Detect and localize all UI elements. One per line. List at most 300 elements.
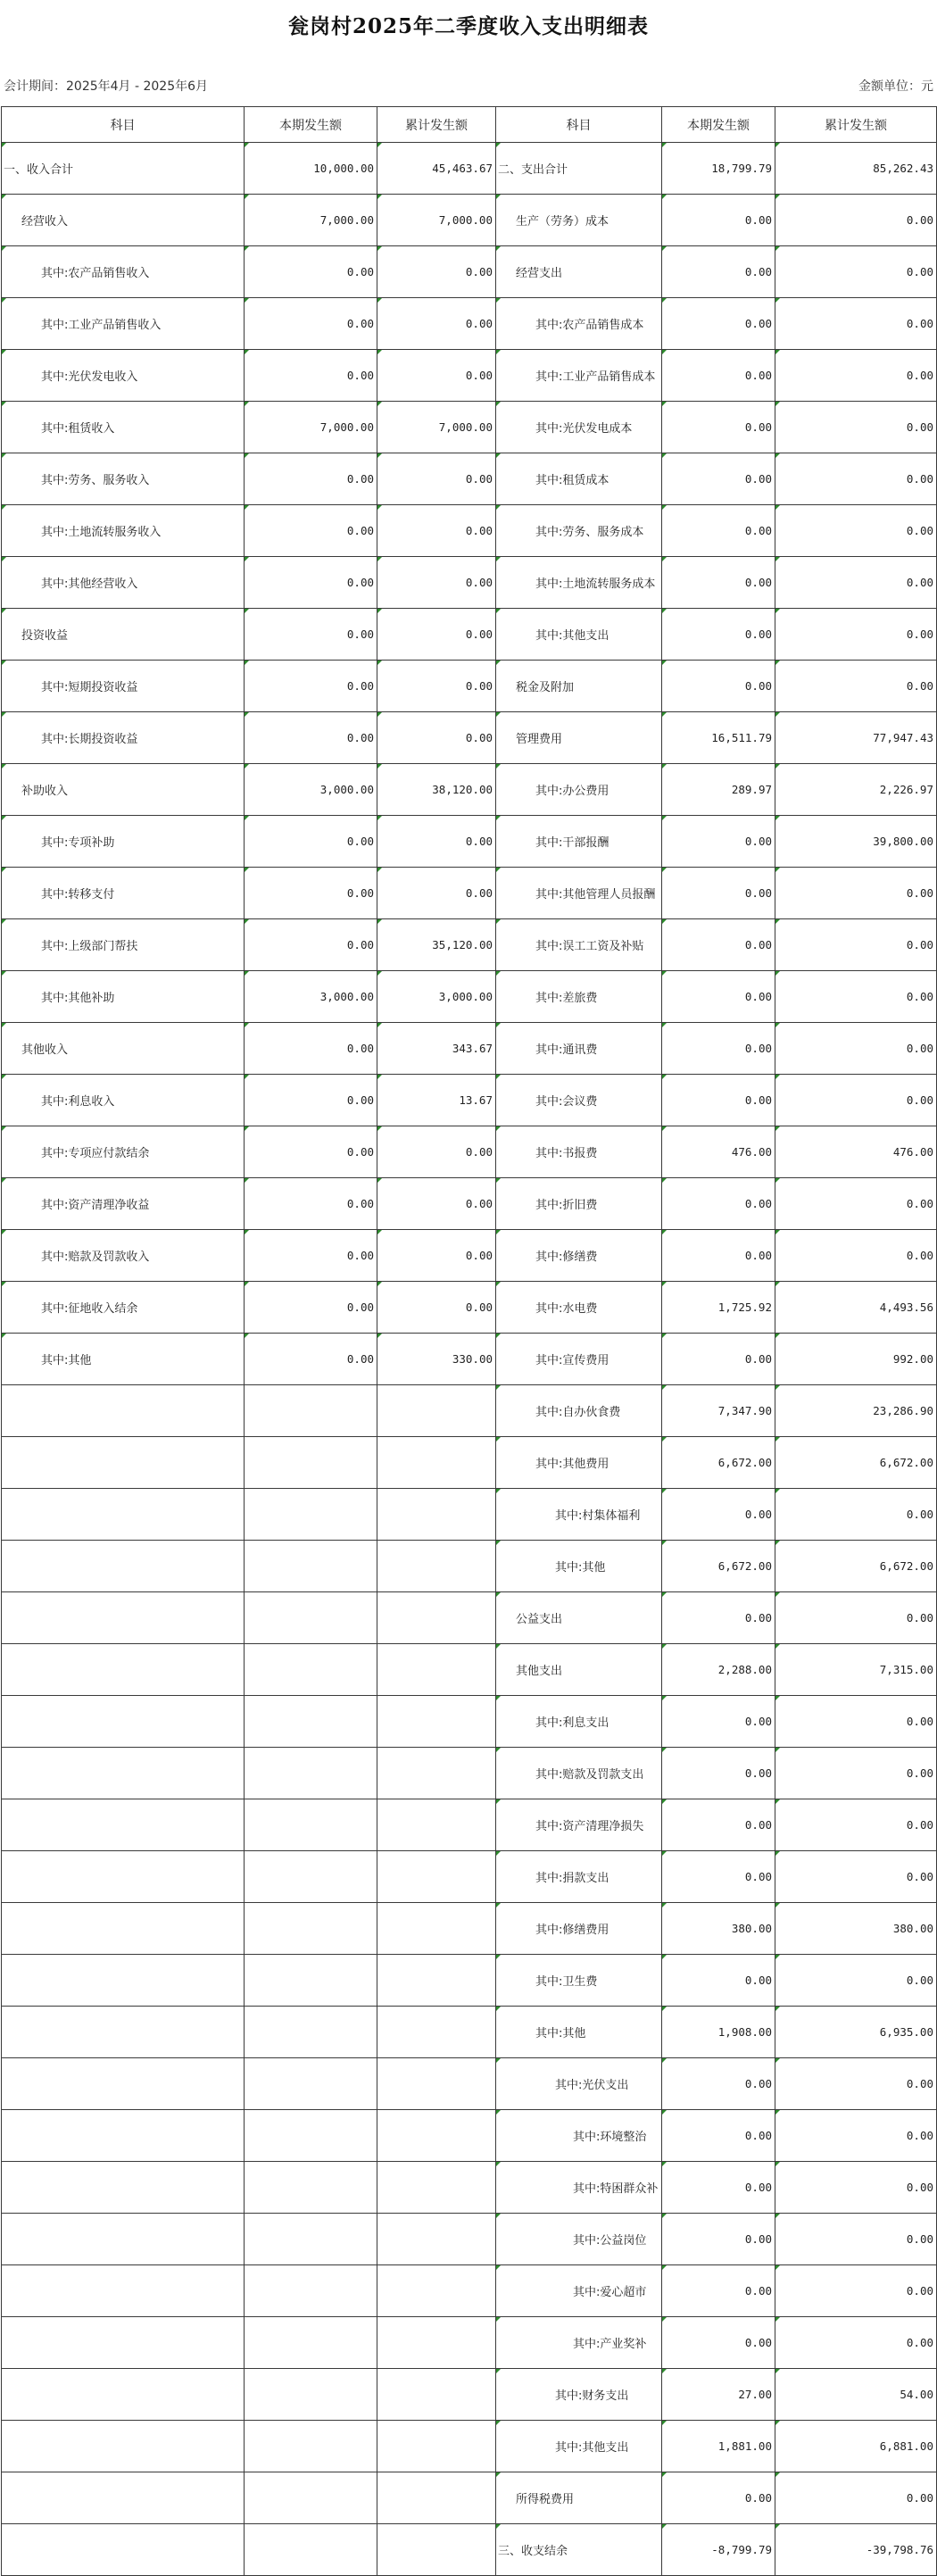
- income-cumulative-cell: [377, 1385, 496, 1437]
- expense-cumulative-cell: 6,935.00: [775, 2007, 937, 2058]
- income-current-cell: 0.00: [245, 298, 377, 350]
- expense-subject-cell: 其中:宣传费用: [496, 1334, 662, 1385]
- income-cumulative-cell: 0.00: [377, 453, 496, 505]
- income-cumulative-cell: 330.00: [377, 1334, 496, 1385]
- income-current-cell: [245, 2162, 377, 2214]
- expense-current-cell: 16,511.79: [662, 712, 775, 764]
- income-subject-cell: [2, 1644, 245, 1696]
- expense-subject-cell: 其中:差旅费: [496, 971, 662, 1023]
- table-row: [2, 609, 937, 661]
- table-row: [2, 246, 937, 298]
- income-current-cell: [245, 1592, 377, 1644]
- table-row: [2, 1903, 937, 1955]
- expense-current-cell: 380.00: [662, 1903, 775, 1955]
- table-row: [2, 1075, 937, 1126]
- table-row: [2, 1437, 937, 1489]
- income-cumulative-cell: 38,120.00: [377, 764, 496, 816]
- income-cumulative-cell: [377, 1696, 496, 1748]
- expense-subject-cell: 其中:其他支出: [496, 2421, 662, 2472]
- expense-current-cell: 0.00: [662, 1023, 775, 1075]
- income-cumulative-cell: 13.67: [377, 1075, 496, 1126]
- income-current-cell: 0.00: [245, 350, 377, 402]
- income-subject-cell: 其他收入: [2, 1023, 245, 1075]
- table-body: [2, 143, 937, 2576]
- expense-cumulative-cell: 0.00: [775, 609, 937, 661]
- expense-subject-cell: 其中:环境整治: [496, 2110, 662, 2162]
- table-row: [2, 557, 937, 609]
- expense-cumulative-cell: 0.00: [775, 1075, 937, 1126]
- income-cumulative-cell: 7,000.00: [377, 195, 496, 246]
- income-current-cell: [245, 1799, 377, 1851]
- income-current-cell: 3,000.00: [245, 971, 377, 1023]
- expense-current-cell: 476.00: [662, 1126, 775, 1178]
- income-current-cell: 0.00: [245, 816, 377, 868]
- expense-cumulative-cell: 0.00: [775, 1023, 937, 1075]
- expense-current-cell: 289.97: [662, 764, 775, 816]
- income-cumulative-cell: 45,463.67: [377, 143, 496, 195]
- header-income-current: 本期发生额: [245, 107, 377, 143]
- income-cumulative-cell: [377, 1748, 496, 1799]
- table-row: [2, 1851, 937, 1903]
- expense-cumulative-cell: 0.00: [775, 1955, 937, 2007]
- income-current-cell: [245, 2214, 377, 2265]
- expense-subject-cell: 其中:赔款及罚款支出: [496, 1748, 662, 1799]
- income-subject-cell: [2, 1955, 245, 2007]
- expense-subject-cell: 二、支出合计: [496, 143, 662, 195]
- income-cumulative-cell: [377, 1851, 496, 1903]
- income-cumulative-cell: [377, 2265, 496, 2317]
- table-row: [2, 453, 937, 505]
- income-current-cell: [245, 1541, 377, 1592]
- expense-subject-cell: 其中:卫生费: [496, 1955, 662, 2007]
- expense-subject-cell: 三、收支结余: [496, 2524, 662, 2576]
- income-current-cell: 3,000.00: [245, 764, 377, 816]
- expense-subject-cell: 其中:光伏支出: [496, 2058, 662, 2110]
- income-current-cell: 0.00: [245, 1075, 377, 1126]
- income-cumulative-cell: [377, 1592, 496, 1644]
- income-current-cell: [245, 1955, 377, 2007]
- income-subject-cell: 其中:上级部门帮扶: [2, 919, 245, 971]
- income-cumulative-cell: 7,000.00: [377, 402, 496, 453]
- expense-subject-cell: 其中:租赁成本: [496, 453, 662, 505]
- income-current-cell: [245, 1748, 377, 1799]
- income-subject-cell: [2, 1799, 245, 1851]
- expense-cumulative-cell: 0.00: [775, 868, 937, 919]
- expense-cumulative-cell: 6,881.00: [775, 2421, 937, 2472]
- table-row: [2, 816, 937, 868]
- expense-cumulative-cell: 0.00: [775, 1178, 937, 1230]
- expense-subject-cell: 其中:特困群众补: [496, 2162, 662, 2214]
- expense-current-cell: 7,347.90: [662, 1385, 775, 1437]
- income-cumulative-cell: 0.00: [377, 298, 496, 350]
- expense-cumulative-cell: 2,226.97: [775, 764, 937, 816]
- expense-current-cell: 0.00: [662, 609, 775, 661]
- income-subject-cell: 补助收入: [2, 764, 245, 816]
- expense-subject-cell: 其中:自办伙食费: [496, 1385, 662, 1437]
- income-subject-cell: [2, 2369, 245, 2421]
- expense-current-cell: 0.00: [662, 1592, 775, 1644]
- expense-current-cell: 0.00: [662, 2265, 775, 2317]
- expense-subject-cell: 其中:土地流转服务成本: [496, 557, 662, 609]
- expense-cumulative-cell: 992.00: [775, 1334, 937, 1385]
- expense-cumulative-cell: 0.00: [775, 1748, 937, 1799]
- expense-subject-cell: 其中:其他支出: [496, 609, 662, 661]
- table-row: [2, 143, 937, 195]
- income-current-cell: [245, 1385, 377, 1437]
- expense-current-cell: 18,799.79: [662, 143, 775, 195]
- income-subject-cell: [2, 2421, 245, 2472]
- expense-cumulative-cell: 6,672.00: [775, 1541, 937, 1592]
- income-current-cell: [245, 1437, 377, 1489]
- income-cumulative-cell: 0.00: [377, 661, 496, 712]
- income-subject-cell: 其中:转移支付: [2, 868, 245, 919]
- income-current-cell: [245, 2472, 377, 2524]
- table-row: [2, 350, 937, 402]
- income-current-cell: 0.00: [245, 1023, 377, 1075]
- expense-current-cell: 6,672.00: [662, 1437, 775, 1489]
- income-cumulative-cell: [377, 1541, 496, 1592]
- expense-subject-cell: 所得税费用: [496, 2472, 662, 2524]
- table-row: [2, 2317, 937, 2369]
- expense-current-cell: 1,881.00: [662, 2421, 775, 2472]
- income-current-cell: [245, 1489, 377, 1541]
- table-row: [2, 1023, 937, 1075]
- income-cumulative-cell: [377, 2317, 496, 2369]
- table-row: [2, 1541, 937, 1592]
- table-row: [2, 1748, 937, 1799]
- income-cumulative-cell: [377, 2214, 496, 2265]
- income-cumulative-cell: [377, 2369, 496, 2421]
- expense-current-cell: 0.00: [662, 2162, 775, 2214]
- expense-subject-cell: 其中:利息支出: [496, 1696, 662, 1748]
- expense-subject-cell: 其中:干部报酬: [496, 816, 662, 868]
- income-subject-cell: [2, 1748, 245, 1799]
- expense-cumulative-cell: 0.00: [775, 505, 937, 557]
- table-row: [2, 1385, 937, 1437]
- income-subject-cell: 其中:短期投资收益: [2, 661, 245, 712]
- expense-subject-cell: 其中:其他费用: [496, 1437, 662, 1489]
- expense-cumulative-cell: 380.00: [775, 1903, 937, 1955]
- income-cumulative-cell: [377, 1955, 496, 2007]
- income-cumulative-cell: 0.00: [377, 1230, 496, 1282]
- expense-subject-cell: 其中:其他: [496, 1541, 662, 1592]
- income-current-cell: [245, 2058, 377, 2110]
- expense-current-cell: 0.00: [662, 1075, 775, 1126]
- income-cumulative-cell: [377, 2110, 496, 2162]
- expense-subject-cell: 其中:资产清理净损失: [496, 1799, 662, 1851]
- expense-current-cell: -8,799.79: [662, 2524, 775, 2576]
- expense-subject-cell: 其中:通讯费: [496, 1023, 662, 1075]
- income-current-cell: 10,000.00: [245, 143, 377, 195]
- income-current-cell: [245, 2369, 377, 2421]
- expense-cumulative-cell: 0.00: [775, 557, 937, 609]
- expense-subject-cell: 经营支出: [496, 246, 662, 298]
- expense-subject-cell: 其中:其他管理人员报酬: [496, 868, 662, 919]
- expense-current-cell: 0.00: [662, 195, 775, 246]
- table-row: [2, 505, 937, 557]
- expense-current-cell: 0.00: [662, 661, 775, 712]
- income-subject-cell: [2, 2317, 245, 2369]
- table-row: [2, 1230, 937, 1282]
- expense-cumulative-cell: 0.00: [775, 1489, 937, 1541]
- table-row: [2, 2265, 937, 2317]
- expense-cumulative-cell: 476.00: [775, 1126, 937, 1178]
- income-current-cell: 7,000.00: [245, 195, 377, 246]
- income-subject-cell: 其中:征地收入结余: [2, 1282, 245, 1334]
- expense-cumulative-cell: 4,493.56: [775, 1282, 937, 1334]
- income-cumulative-cell: [377, 1644, 496, 1696]
- income-cumulative-cell: [377, 2421, 496, 2472]
- income-current-cell: [245, 2524, 377, 2576]
- table-row: [2, 1592, 937, 1644]
- expense-cumulative-cell: 0.00: [775, 2265, 937, 2317]
- income-cumulative-cell: [377, 2524, 496, 2576]
- table-row: [2, 2524, 937, 2576]
- expense-cumulative-cell: 0.00: [775, 2058, 937, 2110]
- income-cumulative-cell: [377, 1903, 496, 1955]
- expense-cumulative-cell: 7,315.00: [775, 1644, 937, 1696]
- report-title: 瓮岗村2025年二季度收入支出明细表: [287, 14, 649, 38]
- expense-subject-cell: 其中:水电费: [496, 1282, 662, 1334]
- expense-current-cell: 0.00: [662, 1489, 775, 1541]
- expense-cumulative-cell: 0.00: [775, 298, 937, 350]
- expense-cumulative-cell: -39,798.76: [775, 2524, 937, 2576]
- expense-subject-cell: 其中:修缮费: [496, 1230, 662, 1282]
- income-current-cell: [245, 2265, 377, 2317]
- expense-subject-cell: 其中:修缮费用: [496, 1903, 662, 1955]
- table-row: [2, 971, 937, 1023]
- expense-subject-cell: 其中:农产品销售成本: [496, 298, 662, 350]
- income-subject-cell: 其中:专项补助: [2, 816, 245, 868]
- table-row: [2, 2421, 937, 2472]
- income-current-cell: 0.00: [245, 557, 377, 609]
- income-cumulative-cell: 0.00: [377, 609, 496, 661]
- income-current-cell: 0.00: [245, 453, 377, 505]
- income-subject-cell: 其中:农产品销售收入: [2, 246, 245, 298]
- table-row: [2, 1126, 937, 1178]
- expense-current-cell: 27.00: [662, 2369, 775, 2421]
- table-row: [2, 868, 937, 919]
- table-row: [2, 712, 937, 764]
- income-subject-cell: 一、收入合计: [2, 143, 245, 195]
- currency-unit: 金额单位：元: [858, 79, 933, 94]
- income-subject-cell: 其中:工业产品销售收入: [2, 298, 245, 350]
- income-cumulative-cell: 35,120.00: [377, 919, 496, 971]
- table-row: [2, 1282, 937, 1334]
- expense-current-cell: 0.00: [662, 2214, 775, 2265]
- income-current-cell: [245, 1903, 377, 1955]
- expense-subject-cell: 其中:光伏发电成本: [496, 402, 662, 453]
- income-current-cell: 0.00: [245, 246, 377, 298]
- income-subject-cell: [2, 2058, 245, 2110]
- income-subject-cell: [2, 2007, 245, 2058]
- income-current-cell: 0.00: [245, 505, 377, 557]
- expense-cumulative-cell: 39,800.00: [775, 816, 937, 868]
- table-row: [2, 661, 937, 712]
- income-subject-cell: 其中:赔款及罚款收入: [2, 1230, 245, 1282]
- income-subject-cell: [2, 1385, 245, 1437]
- income-subject-cell: 其中:其他补助: [2, 971, 245, 1023]
- expense-subject-cell: 其中:会议费: [496, 1075, 662, 1126]
- expense-current-cell: 0.00: [662, 2110, 775, 2162]
- expense-current-cell: 0.00: [662, 402, 775, 453]
- expense-cumulative-cell: 0.00: [775, 1696, 937, 1748]
- expense-current-cell: 0.00: [662, 1696, 775, 1748]
- income-subject-cell: [2, 2472, 245, 2524]
- income-subject-cell: 其中:其他: [2, 1334, 245, 1385]
- expense-cumulative-cell: 0.00: [775, 195, 937, 246]
- expense-cumulative-cell: 0.00: [775, 919, 937, 971]
- expense-cumulative-cell: 85,262.43: [775, 143, 937, 195]
- expense-subject-cell: 其中:工业产品销售成本: [496, 350, 662, 402]
- income-cumulative-cell: 0.00: [377, 350, 496, 402]
- expense-cumulative-cell: 77,947.43: [775, 712, 937, 764]
- income-subject-cell: [2, 1489, 245, 1541]
- table-row: [2, 1489, 937, 1541]
- table-row: [2, 1644, 937, 1696]
- income-cumulative-cell: 343.67: [377, 1023, 496, 1075]
- table-row: [2, 298, 937, 350]
- income-current-cell: [245, 1644, 377, 1696]
- table-row: [2, 2007, 937, 2058]
- income-cumulative-cell: [377, 2162, 496, 2214]
- expense-current-cell: 0.00: [662, 2472, 775, 2524]
- income-current-cell: 0.00: [245, 1282, 377, 1334]
- income-cumulative-cell: 0.00: [377, 505, 496, 557]
- income-current-cell: 7,000.00: [245, 402, 377, 453]
- expense-subject-cell: 公益支出: [496, 1592, 662, 1644]
- expense-current-cell: 0.00: [662, 453, 775, 505]
- expense-cumulative-cell: 0.00: [775, 246, 937, 298]
- expense-cumulative-cell: 0.00: [775, 1592, 937, 1644]
- income-subject-cell: [2, 2214, 245, 2265]
- income-subject-cell: 其中:光伏发电收入: [2, 350, 245, 402]
- income-cumulative-cell: 0.00: [377, 712, 496, 764]
- income-cumulative-cell: [377, 1489, 496, 1541]
- expense-subject-cell: 生产（劳务）成本: [496, 195, 662, 246]
- table-row: [2, 2214, 937, 2265]
- income-subject-cell: [2, 2162, 245, 2214]
- income-subject-cell: 其中:租赁收入: [2, 402, 245, 453]
- expense-subject-cell: 其中:产业奖补: [496, 2317, 662, 2369]
- expense-cumulative-cell: 0.00: [775, 1230, 937, 1282]
- income-current-cell: 0.00: [245, 919, 377, 971]
- income-cumulative-cell: [377, 1799, 496, 1851]
- expense-current-cell: 1,908.00: [662, 2007, 775, 2058]
- expense-cumulative-cell: 0.00: [775, 402, 937, 453]
- table-row: [2, 2369, 937, 2421]
- income-subject-cell: 其中:土地流转服务收入: [2, 505, 245, 557]
- income-subject-cell: 其中:劳务、服务收入: [2, 453, 245, 505]
- income-subject-cell: [2, 1851, 245, 1903]
- income-current-cell: [245, 2007, 377, 2058]
- income-cumulative-cell: [377, 2472, 496, 2524]
- table-row: [2, 1178, 937, 1230]
- table-row: [2, 2162, 937, 2214]
- expense-current-cell: 0.00: [662, 1334, 775, 1385]
- expense-subject-cell: 其他支出: [496, 1644, 662, 1696]
- income-cumulative-cell: 0.00: [377, 246, 496, 298]
- expense-cumulative-cell: 54.00: [775, 2369, 937, 2421]
- income-subject-cell: 其中:资产清理净收益: [2, 1178, 245, 1230]
- expense-cumulative-cell: 0.00: [775, 1799, 937, 1851]
- expense-cumulative-cell: 0.00: [775, 2162, 937, 2214]
- header-expense-cumulative: 累计发生额: [775, 107, 937, 143]
- income-current-cell: [245, 2421, 377, 2472]
- expense-current-cell: 0.00: [662, 246, 775, 298]
- expense-current-cell: 0.00: [662, 1178, 775, 1230]
- income-current-cell: [245, 1851, 377, 1903]
- expense-subject-cell: 税金及附加: [496, 661, 662, 712]
- expense-cumulative-cell: 0.00: [775, 453, 937, 505]
- expense-subject-cell: 管理费用: [496, 712, 662, 764]
- expense-current-cell: 0.00: [662, 1230, 775, 1282]
- expense-current-cell: 0.00: [662, 971, 775, 1023]
- expense-cumulative-cell: 0.00: [775, 971, 937, 1023]
- income-current-cell: 0.00: [245, 712, 377, 764]
- expense-cumulative-cell: 0.00: [775, 1851, 937, 1903]
- income-subject-cell: [2, 1903, 245, 1955]
- income-current-cell: 0.00: [245, 609, 377, 661]
- table-row: [2, 1799, 937, 1851]
- table-row: [2, 2110, 937, 2162]
- expense-current-cell: 0.00: [662, 816, 775, 868]
- income-subject-cell: [2, 2265, 245, 2317]
- expense-current-cell: 0.00: [662, 557, 775, 609]
- income-subject-cell: [2, 1541, 245, 1592]
- expense-current-cell: 0.00: [662, 2058, 775, 2110]
- income-subject-cell: 其中:专项应付款结余: [2, 1126, 245, 1178]
- income-cumulative-cell: [377, 2058, 496, 2110]
- income-current-cell: 0.00: [245, 1178, 377, 1230]
- table-row: [2, 764, 937, 816]
- income-subject-cell: [2, 1696, 245, 1748]
- income-current-cell: 0.00: [245, 661, 377, 712]
- income-current-cell: 0.00: [245, 1230, 377, 1282]
- expense-cumulative-cell: 0.00: [775, 2110, 937, 2162]
- expense-subject-cell: 其中:折旧费: [496, 1178, 662, 1230]
- header-income-subject: 科目: [2, 107, 245, 143]
- table-row: [2, 1955, 937, 2007]
- table-row: [2, 1696, 937, 1748]
- header-income-cumulative: 累计发生额: [377, 107, 496, 143]
- expense-cumulative-cell: 0.00: [775, 2472, 937, 2524]
- income-cumulative-cell: [377, 2007, 496, 2058]
- income-cumulative-cell: 0.00: [377, 1282, 496, 1334]
- header-expense-current: 本期发生额: [662, 107, 775, 143]
- expense-current-cell: 2,288.00: [662, 1644, 775, 1696]
- expense-cumulative-cell: 0.00: [775, 2214, 937, 2265]
- expense-cumulative-cell: 23,286.90: [775, 1385, 937, 1437]
- income-current-cell: 0.00: [245, 1126, 377, 1178]
- income-cumulative-cell: 0.00: [377, 816, 496, 868]
- expense-cumulative-cell: 0.00: [775, 2317, 937, 2369]
- expense-current-cell: 0.00: [662, 298, 775, 350]
- income-subject-cell: 投资收益: [2, 609, 245, 661]
- table-row: [2, 919, 937, 971]
- expense-cumulative-cell: 6,672.00: [775, 1437, 937, 1489]
- expense-subject-cell: 其中:劳务、服务成本: [496, 505, 662, 557]
- header-expense-subject: 科目: [496, 107, 662, 143]
- income-subject-cell: 其中:其他经营收入: [2, 557, 245, 609]
- income-cumulative-cell: 0.00: [377, 557, 496, 609]
- income-subject-cell: 经营收入: [2, 195, 245, 246]
- expense-current-cell: 6,672.00: [662, 1541, 775, 1592]
- table-row: [2, 402, 937, 453]
- expense-current-cell: 0.00: [662, 868, 775, 919]
- expense-current-cell: 0.00: [662, 1851, 775, 1903]
- expense-current-cell: 0.00: [662, 350, 775, 402]
